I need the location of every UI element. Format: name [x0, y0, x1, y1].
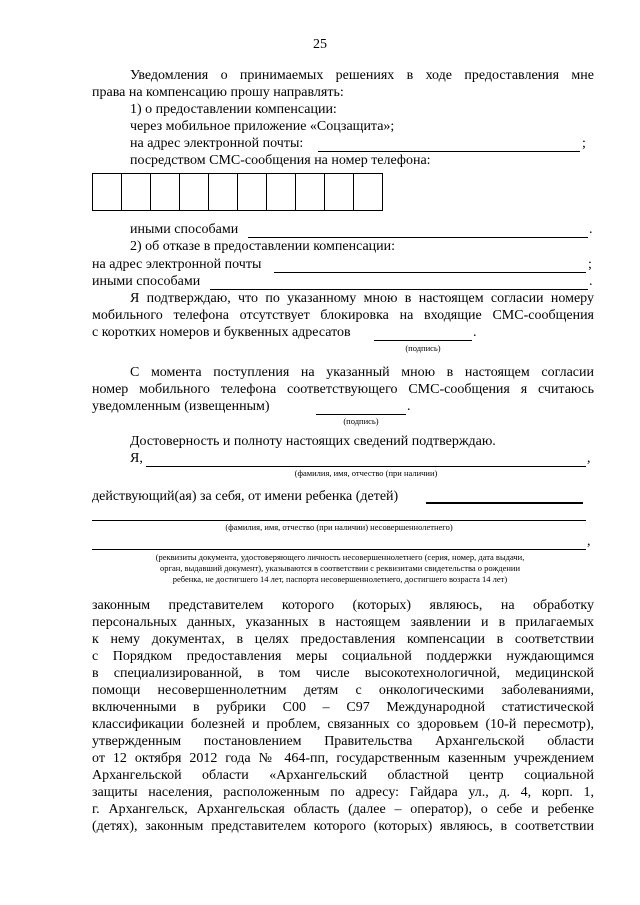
body-line: от 12 октября 2012 года № 464-пп, государственным казенным учреждением: [92, 751, 594, 766]
phone-digit-box[interactable]: [353, 173, 383, 211]
phone-digit-box[interactable]: [324, 173, 354, 211]
identity-ya: Я,: [130, 451, 143, 466]
identity-comma: ,: [587, 451, 591, 466]
item1-other-label: иными способами: [130, 222, 239, 237]
phone-digit-box[interactable]: [208, 173, 238, 211]
item2-other-label: иными способами: [92, 274, 201, 289]
identity-confirm: Достоверность и полноту настоящих сведений подтверждаю.: [130, 434, 496, 449]
notify-line-2: права на компенсацию прошу направлять:: [92, 85, 344, 100]
confirm-signature-field[interactable]: [374, 340, 472, 341]
child-docs-caption-3: ребенка, не достигшего 14 лет, паспорта несовершеннолетнего, достигшего возраста 14 лет): [172, 574, 508, 584]
item1-other-period: .: [589, 222, 593, 237]
phone-digit-box[interactable]: [121, 173, 151, 211]
body-line: персональных данных, указанных в настоящем заявлении и в прилагаемых: [92, 615, 594, 630]
acting-child-field[interactable]: [426, 502, 583, 504]
body-line: с Порядком предоставления меры социальной поддержки нуждающимся: [92, 649, 594, 664]
body-line: г. Архангельск, Архангельская область (далее – оператор), о себе и ребенке: [92, 802, 594, 817]
phone-digit-box[interactable]: [266, 173, 296, 211]
confirm-signature-caption: (подпись): [405, 343, 441, 353]
moment-line-2: номер мобильного телефона соответствующего СМС-сообщения я считаюсь: [92, 382, 594, 397]
body-line: законным представителем которого (которых) являюсь, на обработку: [92, 598, 594, 613]
item2-email-semicolon: ;: [588, 257, 592, 272]
body-line: классификации болезней и проблем, связанных со здоровьем (10-й пересмотр),: [92, 717, 594, 732]
child-docs-caption-1: (реквизиты документа, удостоверяющего личность несовершеннолетнего (серия, номер, дата выдачи,: [155, 552, 525, 562]
item1-title: 1) о предоставлении компенсации:: [130, 102, 337, 117]
child-docs-comma: ,: [587, 534, 591, 549]
moment-period: .: [407, 399, 411, 414]
phone-digit-box[interactable]: [295, 173, 325, 211]
body-line: утвержденным постановлением Правительства Архангельской области: [92, 734, 594, 749]
phone-digit-box[interactable]: [237, 173, 267, 211]
item1-email-semicolon: ;: [582, 136, 586, 151]
child-fio-caption: (фамилия, имя, отчество (при наличии) несовершеннолетнего): [225, 522, 453, 532]
body-line: включенными в рубрики С00 – С97 Международной статистической: [92, 700, 594, 715]
body-line: защиты населения, расположенным по адресу: Гайдара ул., д. 4, корп. 1,: [92, 785, 594, 800]
body-line: (детях), законным представителем которого (которых) являюсь, в соответствии: [92, 819, 594, 834]
body-line: Архангельской области «Архангельский областной центр социальной: [92, 768, 594, 783]
moment-signature-caption: (подпись): [343, 416, 379, 426]
phone-digit-box[interactable]: [179, 173, 209, 211]
item2-other-period: .: [589, 274, 593, 289]
item2-title: 2) об отказе в предоставлении компенсации:: [130, 239, 396, 254]
phone-number-boxes[interactable]: [92, 173, 383, 211]
item1-app: через мобильное приложение «Соцзащита»;: [130, 119, 395, 134]
applicant-fio-field[interactable]: [146, 466, 586, 467]
body-line: в специализированной, в том числе высокотехнологичной, медицинской: [92, 666, 594, 681]
notify-line-1: Уведомления о принимаемых решениях в ходе предоставления мне: [130, 68, 594, 83]
applicant-fio-caption: (фамилия, имя, отчество (при наличии): [294, 468, 438, 478]
item1-email-label: на адрес электронной почты:: [130, 136, 304, 151]
item2-email-label: на адрес электронной почты: [92, 257, 262, 272]
phone-digit-box[interactable]: [92, 173, 122, 211]
confirm-period: .: [473, 325, 477, 340]
phone-digit-box[interactable]: [150, 173, 180, 211]
body-line: помощи несовершеннолетним детям с онкологическими заболеваниями,: [92, 683, 594, 698]
moment-line-1: С момента поступления на указанный мною в настоящем согласии: [130, 365, 594, 380]
confirm-line-2: мобильного телефона отсутствует блокировка на входящие СМС-сообщения: [92, 308, 594, 323]
acting-label: действующий(ая) за себя, от имени ребенка (детей): [92, 489, 399, 504]
page-number: 25: [313, 37, 327, 52]
child-docs-field[interactable]: [92, 549, 586, 550]
moment-signature-field[interactable]: [316, 414, 406, 415]
child-docs-caption-2: орган, выдавший документ), указываются в соответствии с реквизитами свидетельства о рождении: [159, 563, 521, 573]
moment-line-3: уведомленным (извещенным): [92, 399, 270, 414]
item2-email-field[interactable]: [274, 272, 586, 273]
body-line: к нему документах, в целях предоставления компенсации в соответствии: [92, 632, 594, 647]
confirm-line-3: с коротких номеров и буквенных адресатов: [92, 325, 351, 340]
item1-sms-label: посредством СМС-сообщения на номер телефона:: [130, 153, 431, 168]
confirm-line-1: Я подтверждаю, что по указанному мною в настоящем согласии номеру: [130, 291, 594, 306]
child-fio-field[interactable]: [92, 520, 586, 521]
